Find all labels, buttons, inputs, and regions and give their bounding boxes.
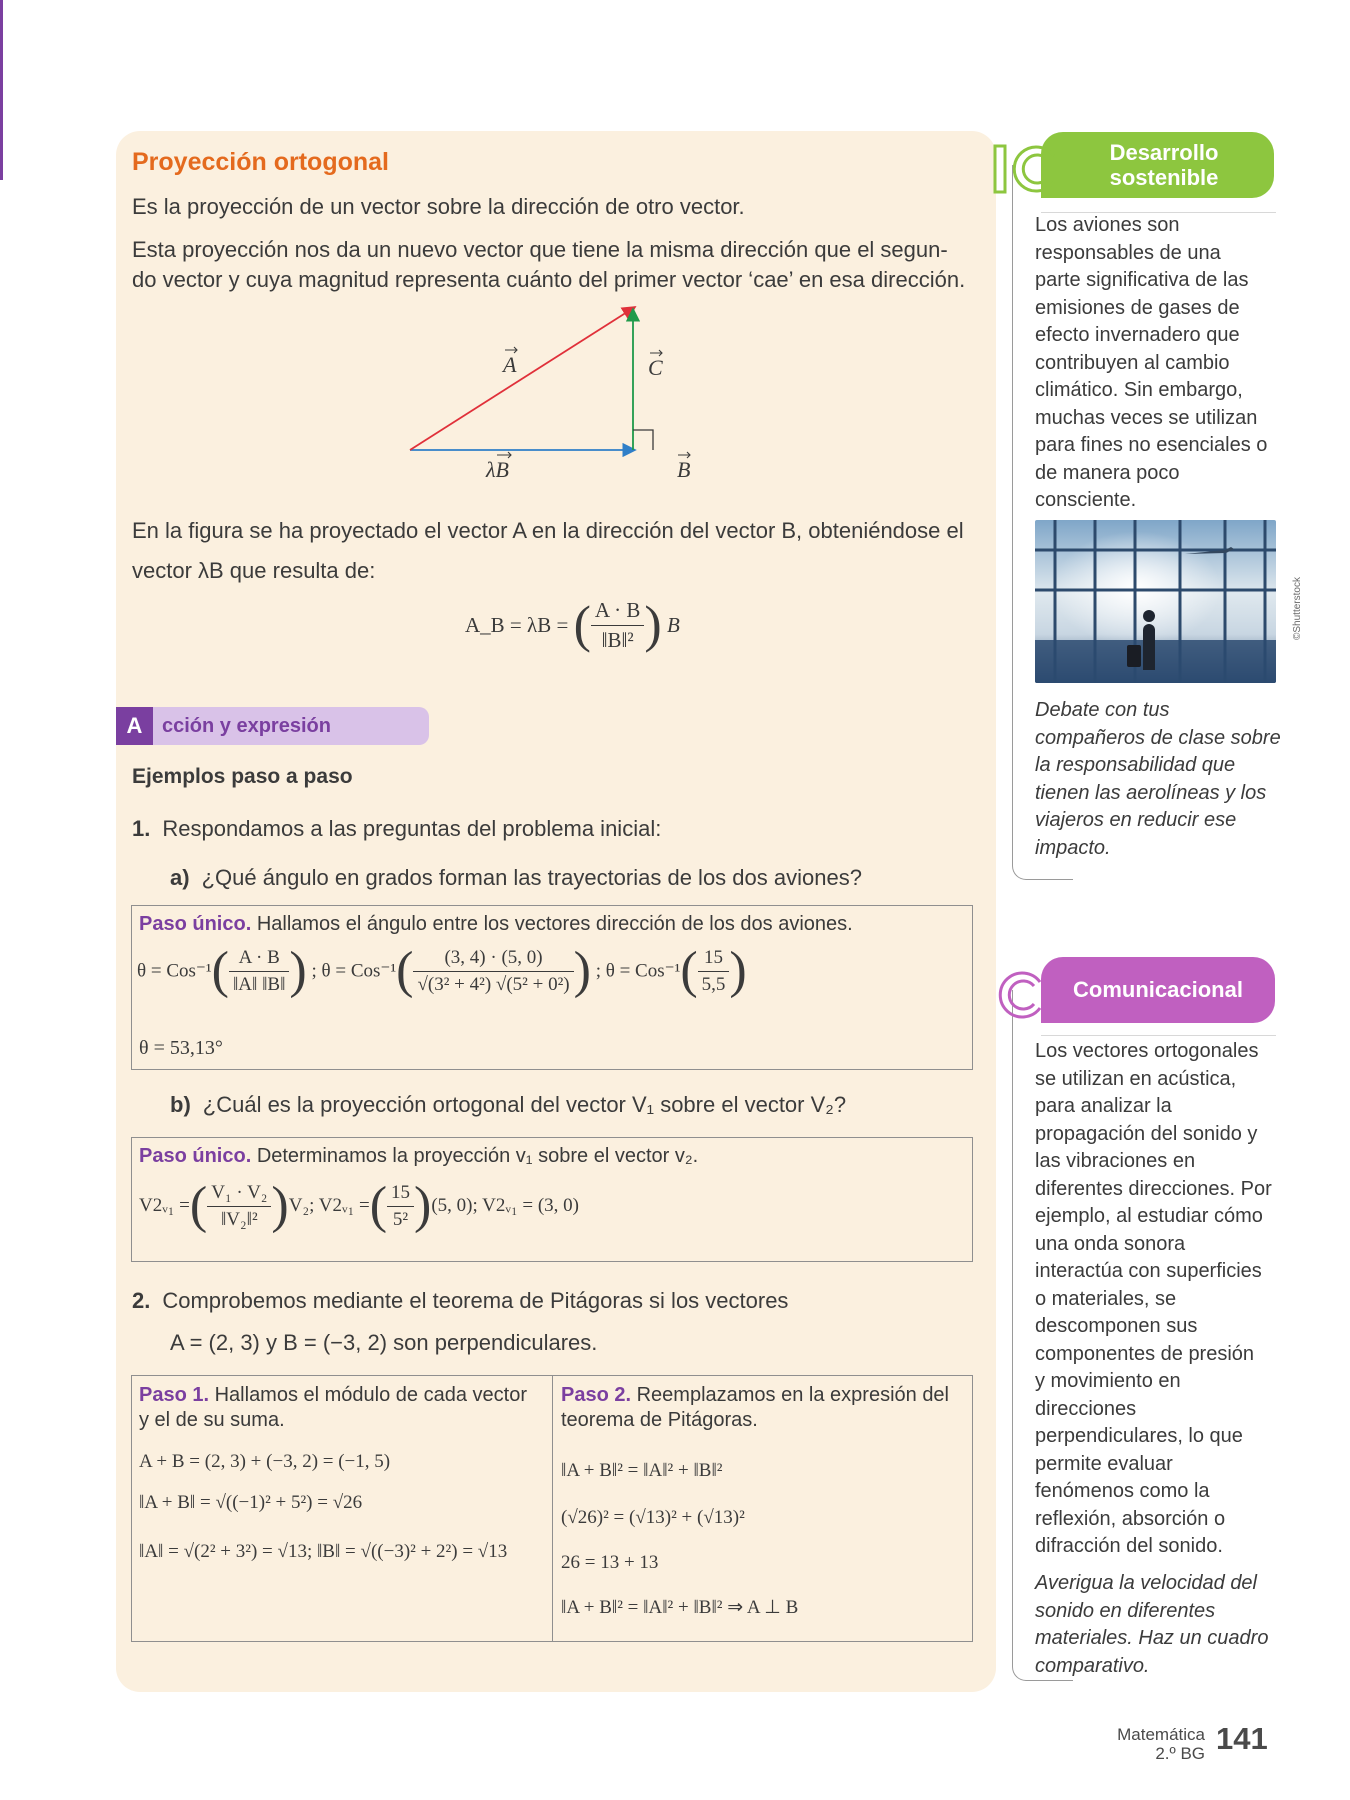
box-b-numerator-1: V₁ · V₂ <box>207 1182 271 1207</box>
intro-paragraph-1: Es la proyección de un vector sobre la dirección de otro vector. <box>132 194 745 219</box>
label-b: B <box>677 457 691 482</box>
box-b-lhs: V2ᵥ₁ = <box>139 1195 190 1216</box>
comunicacional-title: Comunicacional <box>1073 977 1243 1002</box>
intro-paragraph-2a: Esta proyección nos da un nuevo vector que tiene la misma dirección que el segun- <box>132 237 948 262</box>
side-2-divider <box>1041 1035 1276 1036</box>
eq1-denominator: ‖A‖ ‖B‖ <box>232 973 286 995</box>
question-b-label: b) <box>170 1092 191 1117</box>
side-1-text: Los aviones son responsables de una parte significativa de las emisiones de gases de efecto invernadero que contribuyen al cambio climático. Sin embargo, muchas veces se utilizan para fines no esenciales o de manera poco consciente. <box>1035 214 1268 511</box>
accion-letter: A <box>116 707 153 745</box>
footer-grade: 2.º BG <box>1155 1744 1205 1763</box>
box-c-right-eq-2: (√26)² = (√13)² + (√13)² <box>561 1507 745 1528</box>
photo-credit: ©Shutterstock <box>1292 577 1303 640</box>
box-c-right-heading <box>561 1382 949 1409</box>
box-c-right-step-label: Paso 2. <box>561 1384 632 1406</box>
label-c: C <box>648 355 663 380</box>
side-1-italic: Debate con tus compañeros de clase sobre la responsabilidad que tienen las aerolíneas y los viajeros en reducir ese impacto. <box>1035 699 1281 859</box>
item-2-line-1 <box>132 1288 788 1314</box>
item-1-number: 1. <box>132 816 151 841</box>
box-c-right-eq-4: ‖A + B‖² = ‖A‖² + ‖B‖² ⇒ A ⊥ B <box>561 1597 799 1618</box>
formula-lhs: A_B = λB = <box>465 613 569 637</box>
footer-subject <box>1085 1725 1205 1763</box>
ic-logo-icon <box>992 142 1064 196</box>
figure-text-2: vector λB que resulta de: <box>132 558 376 583</box>
eq2-numerator: (3, 4) · (5, 0) <box>413 947 573 972</box>
label-lambda-b: λB <box>486 457 509 482</box>
box-c-left-heading <box>139 1382 527 1409</box>
formula-rhs: B <box>666 613 680 637</box>
box-b-denominator-1: ‖V₂‖² <box>220 1208 258 1230</box>
airport-photo <box>1035 520 1276 683</box>
projection-formula: A_B = λB = ( $\frac{A \cdot B}{\text{‖B‖²}}$ ) B <box>465 596 680 654</box>
question-a <box>170 865 862 891</box>
eq3-denominator: 5,5 <box>701 973 726 995</box>
box-c-left-eq-2: ‖A + B‖ = √((−1)² + 5²) = √26 <box>139 1492 363 1513</box>
accion-label: cción y expresión <box>162 715 331 737</box>
box-b-heading <box>139 1145 698 1168</box>
box-b-denominator-2: 5² <box>392 1208 409 1230</box>
eq2-denominator: √(3² + 4²) √(5² + 0²) <box>417 973 570 995</box>
box-c-left-eq-1: A + B = (2, 3) + (−3, 2) = (−1, 5) <box>139 1451 391 1472</box>
eq3-lhs: ; θ = Cos⁻¹ <box>595 960 681 982</box>
item-2-line-2: A = (2, 3) y B = (−3, 2) son perpendiculares. <box>170 1330 598 1355</box>
box-b-numerator-2: 15 <box>387 1182 414 1207</box>
item-1-text: Respondamos a las preguntas del problema inicial: <box>162 816 662 841</box>
box-c-left-body-1: Hallamos el módulo de cada vector <box>214 1384 527 1406</box>
step-box-c-divider <box>552 1376 553 1641</box>
box-c-right-body-1: Reemplazamos en la expresión del <box>636 1384 950 1406</box>
box-b-tail: (5, 0); V2ᵥ₁ = (3, 0) <box>431 1195 579 1216</box>
intro-paragraph-2b: do vector y cuya magnitud representa cuánto del primer vector ‘cae’ en esa dirección. <box>132 267 966 292</box>
right-angle-marker <box>633 430 653 450</box>
page-number: 141 <box>1216 1721 1268 1756</box>
item-1 <box>132 816 661 842</box>
accion-expresion-banner <box>116 707 429 745</box>
item-2-number: 2. <box>132 1288 151 1313</box>
box-c-left-step-label: Paso 1. <box>139 1384 210 1406</box>
box-a-result: θ = 53,13° <box>139 1037 223 1059</box>
box-b-description: Determinamos la proyección v₁ sobre el vector v₂. <box>256 1145 699 1167</box>
projection-figure <box>395 295 725 495</box>
box-b-step-label: Paso único. <box>139 1145 252 1167</box>
box-c-left-body-2: y el de su suma. <box>139 1409 285 1431</box>
eq3-numerator: 15 <box>698 947 730 972</box>
formula-numerator: A · B <box>591 598 645 626</box>
figure-text-1: En la figura se ha proyectado el vector A en la dirección del vector B, obteniéndose el <box>132 518 964 543</box>
box-c-right-eq-1: ‖A + B‖² = ‖A‖² + ‖B‖² <box>561 1460 723 1481</box>
vector-a-line <box>410 307 635 450</box>
box-a-description: Hallamos el ángulo entre los vectores dirección de los dos aviones. <box>256 913 853 935</box>
box-a-step-label: Paso único. <box>139 913 252 935</box>
box-c-left-eq-3: ‖A‖ = √(2² + 3²) = √13; ‖B‖ = √((−3)² + 2²) = √13 <box>139 1541 508 1562</box>
label-a: A <box>503 352 517 377</box>
box-a-heading <box>139 913 853 936</box>
item-2-text-1: Comprobemos mediante el teorema de Pitágoras si los vectores <box>162 1288 789 1313</box>
formula-denominator: ‖B‖² <box>601 628 634 652</box>
question-a-text: ¿Qué ángulo en grados forman las trayectorias de los dos aviones? <box>201 865 862 890</box>
question-b-text: ¿Cuál es la proyección ortogonal del vector V₁ sobre el vector V₂? <box>202 1092 847 1117</box>
box-c-right-eq-3: 26 = 13 + 13 <box>561 1552 659 1573</box>
box-c-right-body-2: teorema de Pitágoras. <box>561 1409 758 1431</box>
eq1-numerator: A · B <box>229 947 289 972</box>
box-a-equations: θ = Cos⁻¹( $\frac{A \cdot B}{‖A‖ ‖B‖}$ ) ; θ = Cos⁻¹( $\frac{(3, 4) \cdot (5, 0)}{\text{√(3² + 4²) √(5² + 0²)}}$ ) ; θ = Cos⁻¹( $\frac{15}{5,5}$ ) <box>137 942 747 999</box>
box-b-middle: V₂; V2ᵥ₁ = <box>288 1195 370 1216</box>
eq2-lhs: ; θ = Cos⁻¹ <box>311 960 397 982</box>
side-2-italic: Averigua la velocidad del sonido en diferentes materiales. Haz un cuadro comparativo. <box>1035 1572 1269 1677</box>
page-edge-bar <box>0 0 3 180</box>
question-a-label: a) <box>170 865 190 890</box>
ejemplos-heading: Ejemplos paso a paso <box>132 765 353 788</box>
question-b <box>170 1092 846 1118</box>
c-logo-icon <box>992 968 1048 1022</box>
desarrollo-sostenible-title: Desarrollo sostenible <box>1109 140 1219 190</box>
eq1-lhs: θ = Cos⁻¹ <box>137 960 212 982</box>
side-2-text: Los vectores ortogonales se utilizan en acústica, para analizar la propagación del sonido y las vibraciones en diferentes direcciones. Por ejemplo, al estudiar cómo una onda sonora interactúa con superficies o materiales, se descomponen sus componentes de presión y movimiento en direcciones perpendiculares, lo que permite evaluar fenómenos como la reflexión, absorción o difracción del sonido. <box>1035 1040 1272 1557</box>
section-title: Proyección ortogonal <box>132 148 389 176</box>
footer-subject-name: Matemática <box>1117 1725 1205 1744</box>
box-b-equations: V2ᵥ₁ =( $\frac{\text{V₁ · V₂}}{\text{‖V₂‖²}}$ )V₂; V2ᵥ₁ =( $\frac{15}{\text{5²}}$ )(5, 0); V2ᵥ₁ = (3, 0) <box>139 1177 579 1234</box>
